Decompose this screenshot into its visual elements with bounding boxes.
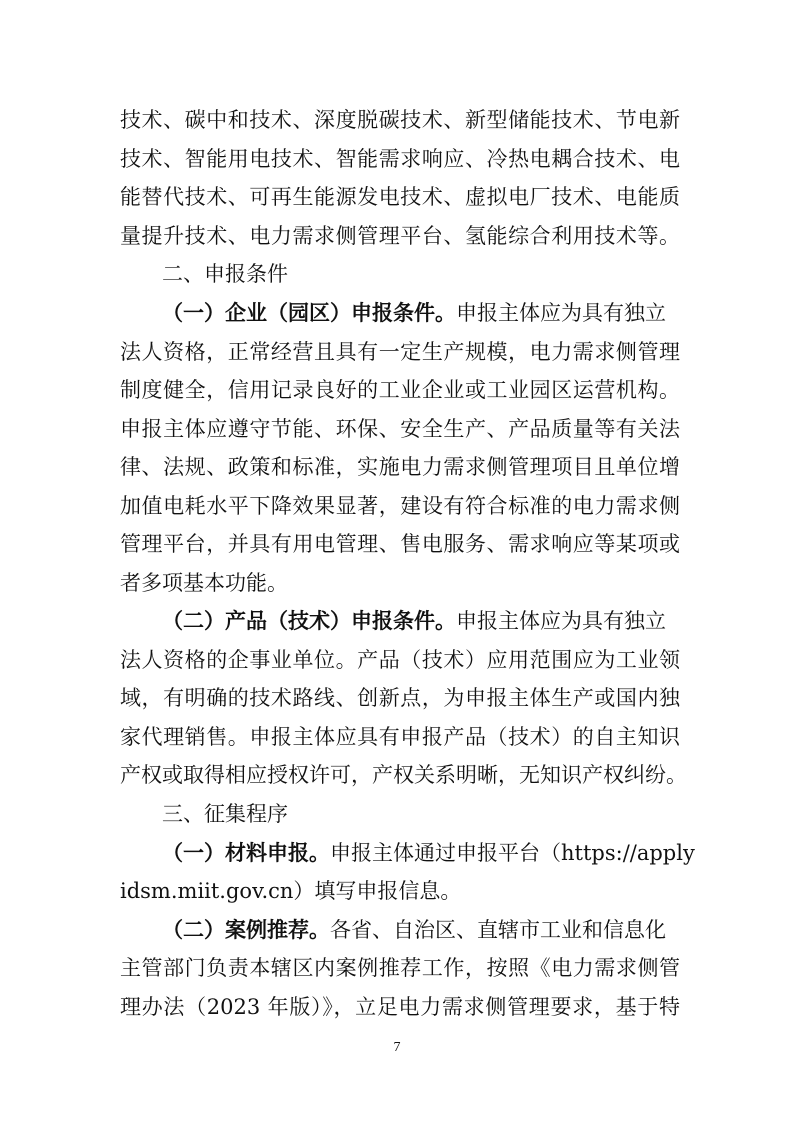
body-line: 申报主体应遵守节能、环保、安全生产、产品质量等有关法 bbox=[120, 417, 680, 441]
body-text: 各省、自治区、直辖市工业和信息化 bbox=[330, 918, 666, 942]
body-text: 申报主体通过申报平台（https://apply bbox=[330, 841, 695, 865]
body-line: 加值电耗水平下降效果显著，建设有符合标准的电力需求侧 bbox=[120, 494, 680, 518]
section-heading-2: 二、申报条件 bbox=[162, 262, 288, 286]
body-line: 法人资格的企事业单位。产品（技术）应用范围应为工业领 bbox=[120, 648, 680, 672]
body-line: 理办法（2023 年版）》，立足电力需求侧管理要求，基于特 bbox=[120, 995, 680, 1019]
subsection-title: （二）产品（技术）申报条件。 bbox=[162, 608, 456, 633]
body-line: 技术、碳中和技术、深度脱碳技术、新型储能技术、节电新 bbox=[120, 108, 680, 132]
subsection-line bbox=[162, 915, 680, 945]
body-text: 申报主体应为具有独立 bbox=[456, 609, 666, 633]
subsection-title: （二）案例推荐。 bbox=[162, 917, 330, 942]
section-heading-3: 三、征集程序 bbox=[162, 802, 288, 826]
body-line: 管理平台，并具有用电管理、售电服务、需求响应等某项或 bbox=[120, 532, 680, 556]
subsection-line bbox=[162, 606, 680, 636]
body-line: 制度健全，信用记录良好的工业企业或工业园区运营机构。 bbox=[120, 378, 680, 402]
subsection-title: （一）材料申报。 bbox=[162, 840, 330, 865]
body-line: 域，有明确的技术路线、创新点，为申报主体生产或国内独 bbox=[120, 686, 680, 710]
body-line: 能替代技术、可再生能源发电技术、虚拟电厂技术、电能质 bbox=[120, 185, 680, 209]
subsection-line bbox=[162, 298, 680, 328]
body-line: 量提升技术、电力需求侧管理平台、氢能综合利用技术等。 bbox=[120, 224, 680, 248]
subsection-title: （一）企业（园区）申报条件。 bbox=[162, 300, 456, 325]
body-text: 申报主体应为具有独立 bbox=[456, 301, 666, 325]
subsection-line bbox=[162, 838, 695, 868]
page-number: 7 bbox=[393, 1040, 401, 1055]
body-line: 者多项基本功能。 bbox=[120, 571, 288, 595]
body-line: idsm.miit.gov.cn）填写申报信息。 bbox=[120, 879, 462, 903]
body-line: 产权或取得相应授权许可，产权关系明晰，无知识产权纠纷。 bbox=[120, 763, 687, 787]
body-line: 律、法规、政策和标准，实施电力需求侧管理项目且单位增 bbox=[120, 455, 680, 479]
body-line: 家代理销售。申报主体应具有申报产品（技术）的自主知识 bbox=[120, 725, 680, 749]
body-line: 法人资格，正常经营且具有一定生产规模，电力需求侧管理 bbox=[120, 340, 680, 364]
body-line: 技术、智能用电技术、智能需求响应、冷热电耦合技术、电 bbox=[120, 147, 680, 171]
body-line: 主管部门负责本辖区内案例推荐工作，按照《电力需求侧管 bbox=[120, 956, 680, 980]
